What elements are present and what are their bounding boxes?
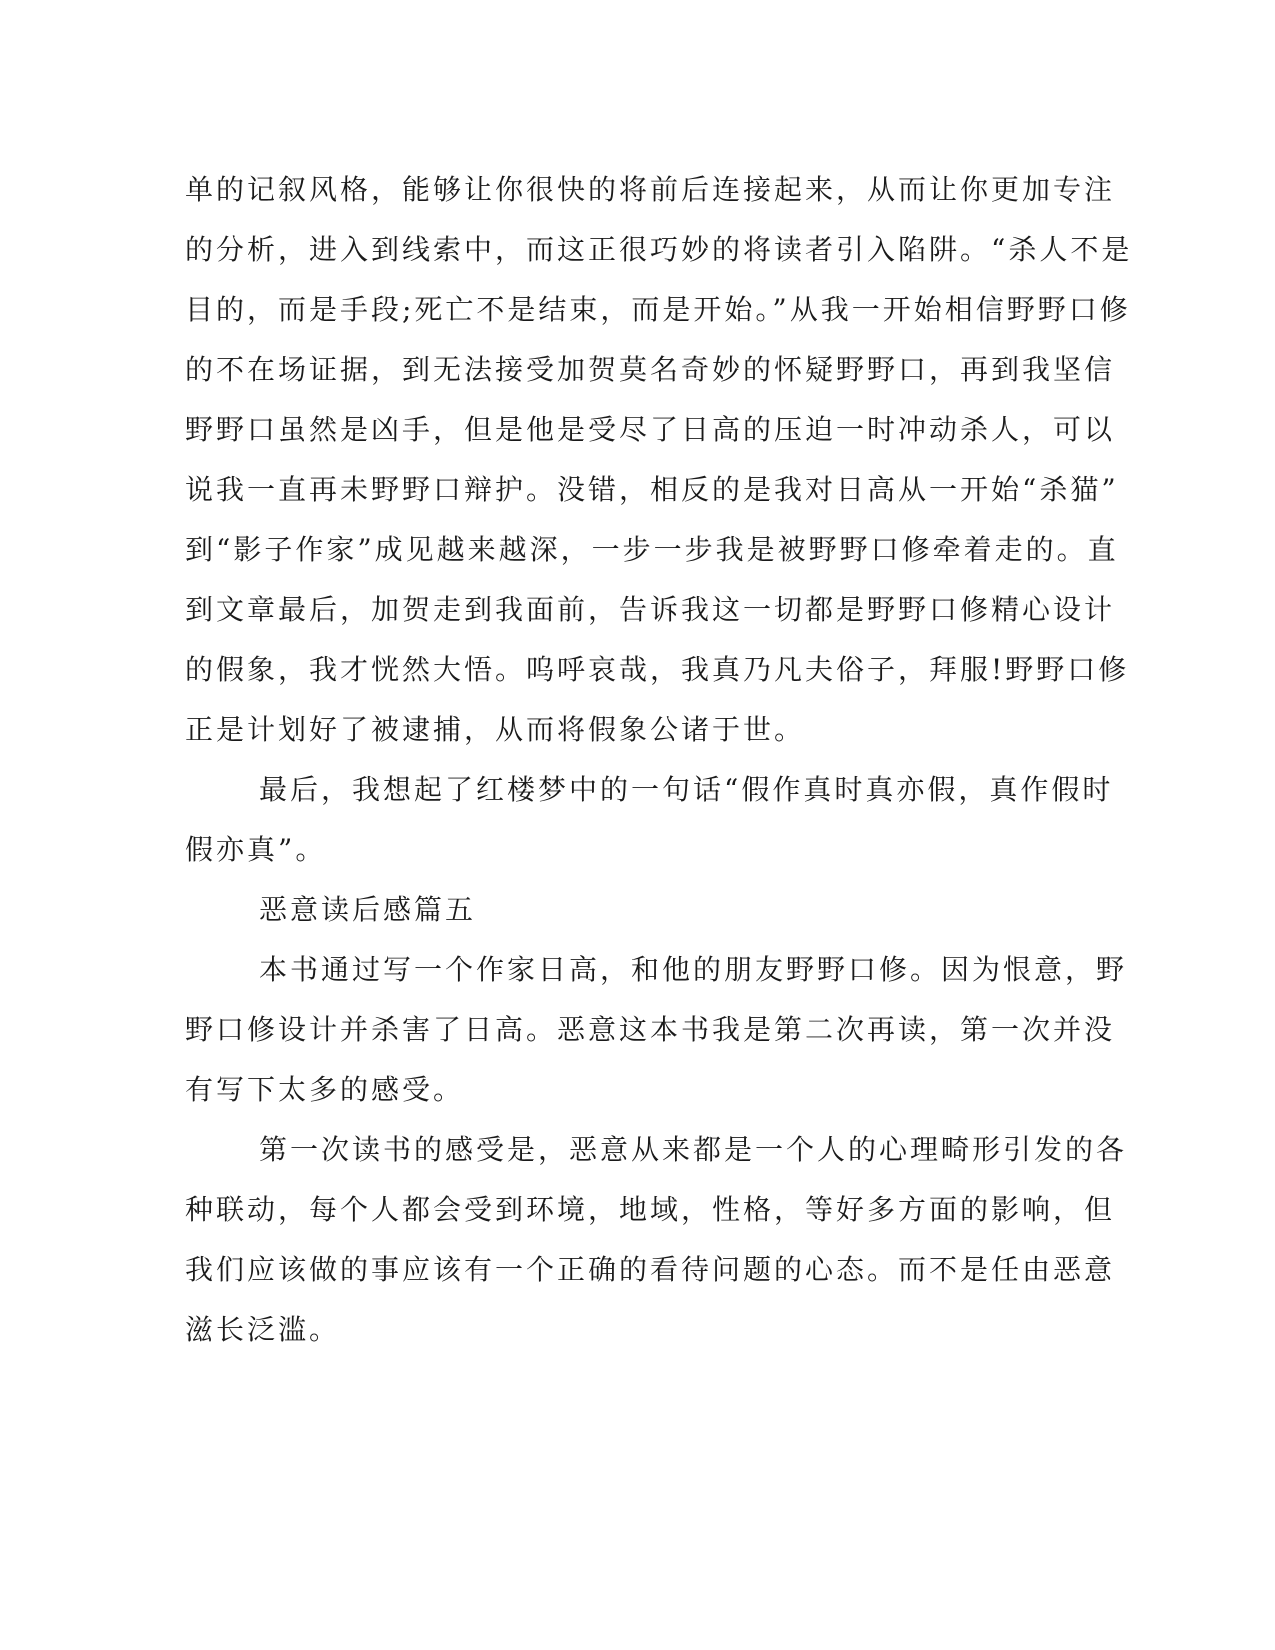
paragraph-start-line: 第一次读书的感受是，恶意从来都是一个人的心理畸形引发的各 (259, 1133, 1128, 1166)
text-line: 的不在场证据，到无法接受加贺莫名奇妙的怀疑野野口，再到我坚信 (185, 353, 1116, 386)
text-line: 我们应该做的事应该有一个正确的看待问题的心态。而不是任由恶意 (185, 1253, 1116, 1286)
paragraph-start-line: 最后，我想起了红楼梦中的一句话“假作真时真亦假，真作假时 (259, 773, 1114, 806)
text-line: 野野口虽然是凶手，但是他是受尽了日高的压迫一时冲动杀人，可以 (185, 413, 1116, 446)
text-line: 到文章最后，加贺走到我面前，告诉我这一切都是野野口修精心设计 (185, 593, 1116, 626)
text-line: 到“影子作家”成见越来越深，一步一步我是被野野口修牵着走的。直 (185, 533, 1119, 566)
section-heading: 恶意读后感篇五 (259, 893, 477, 926)
text-line: 滋长泛滥。 (185, 1313, 341, 1346)
text-line: 说我一直再未野野口辩护。没错，相反的是我对日高从一开始“杀猫” (185, 473, 1119, 506)
text-line: 的分析，进入到线索中，而这正很巧妙的将读者引入陷阱。“杀人不是 (185, 233, 1133, 266)
text-line: 种联动，每个人都会受到环境，地域，性格，等好多方面的影响，但 (185, 1193, 1116, 1226)
text-line: 假亦真”。 (185, 833, 327, 866)
text-line: 目的，而是手段;死亡不是结束，而是开始。”从我一开始相信野野口修 (185, 293, 1131, 326)
text-line: 有写下太多的感受。 (185, 1073, 465, 1106)
paragraph-start-line: 本书通过写一个作家日高，和他的朋友野野口修。因为恨意，野 (259, 953, 1128, 986)
document-body (185, 160, 1133, 1360)
text-line: 单的记叙风格，能够让你很快的将前后连接起来，从而让你更加专注 (185, 173, 1116, 206)
text-line: 的假象，我才恍然大悟。呜呼哀哉，我真乃凡夫俗子，拜服!野野口修 (185, 653, 1130, 686)
text-line: 正是计划好了被逮捕，从而将假象公诸于世。 (185, 713, 806, 746)
text-line: 野口修设计并杀害了日高。恶意这本书我是第二次再读，第一次并没 (185, 1013, 1116, 1046)
